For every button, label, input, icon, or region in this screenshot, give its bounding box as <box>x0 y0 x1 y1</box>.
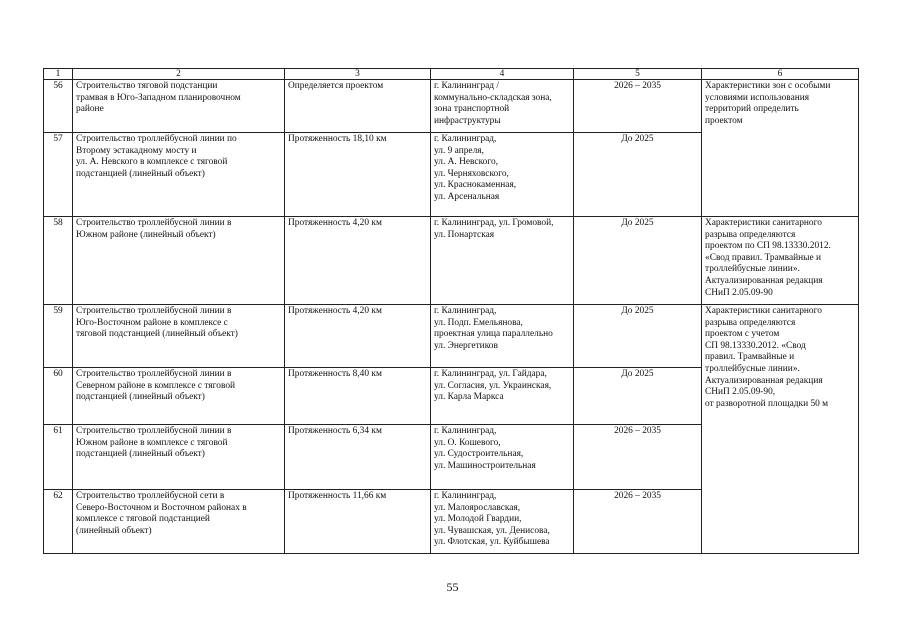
row-number: 61 <box>44 425 73 490</box>
text-line: правил. Трамвайные и <box>705 352 795 363</box>
text-line: ул. Чувашская, ул. Денисова, <box>434 525 550 536</box>
text-line: коммунально-складская зона, <box>434 92 552 103</box>
zone-characteristics-note <box>702 80 859 217</box>
text-line: ул. Согласия, ул. Украинская, <box>434 380 552 391</box>
text-line: проектом по СП 98.13330.2012. <box>705 241 831 252</box>
header-cell: 6 <box>702 69 859 80</box>
text-line: Протяженность 18,10 км <box>288 134 387 144</box>
text-line: г. Калининград / <box>434 81 500 91</box>
text-line: разрыва определяются <box>705 229 796 240</box>
text-line: (линейный объект) <box>76 525 152 536</box>
object-measure <box>285 80 431 133</box>
text-line: ул. Машиностроительная <box>434 460 536 471</box>
text-line: г. Калининград, ул. Гайдара, <box>434 369 547 379</box>
row-number: 59 <box>44 305 73 368</box>
text-line: ул. О. Кошевого, <box>434 437 501 448</box>
text-line: инфраструктуры <box>434 115 501 126</box>
implementation-period: 2026 – 2035 <box>574 80 702 133</box>
text-line: ул. Молодой Гвардии, <box>434 514 522 525</box>
object-measure <box>285 425 431 490</box>
text-line: Строительство троллейбусной линии в <box>76 369 232 379</box>
text-line: «Свод правил. Трамвайные и <box>705 252 821 263</box>
text-line: подстанцией (линейный объект) <box>76 449 205 460</box>
text-line: Строительство троллейбусной линии в <box>76 306 232 316</box>
object-location <box>431 425 574 490</box>
row-number: 60 <box>44 368 73 425</box>
page-number: 55 <box>446 580 459 594</box>
text-line: Строительство троллейбусной линии в <box>76 426 232 436</box>
text-line: проектом <box>705 115 743 126</box>
text-line: Протяженность 4,20 км <box>288 306 382 316</box>
text-line: территорий определить <box>705 104 799 115</box>
text-line: ул. А. Невского, <box>434 157 498 168</box>
sanitary-gap-note <box>702 305 859 554</box>
implementation-period: 2026 – 2035 <box>574 490 702 554</box>
text-line: ул. Судостроительная, <box>434 449 524 460</box>
text-line: зона транспортной <box>434 104 510 115</box>
text-line: Строительство троллейбусной сети в <box>76 491 225 501</box>
header-cell: 2 <box>73 69 285 80</box>
object-name <box>73 490 285 554</box>
text-line: разрыва определяются <box>705 317 796 328</box>
object-name <box>73 368 285 425</box>
text-line: СНиП 2.05.09-90 <box>705 287 773 298</box>
implementation-period: До 2025 <box>574 305 702 368</box>
row-number: 57 <box>44 133 73 217</box>
object-name <box>73 305 285 368</box>
text-line: Актуализированная редакция <box>705 375 823 386</box>
text-line: г. Калининград, <box>434 426 497 436</box>
text-line: Протяженность 4,20 км <box>288 218 382 228</box>
text-line: трамвая в Юго-Западном планировочном <box>76 92 241 103</box>
header-cell: 1 <box>44 69 73 80</box>
row-number: 58 <box>44 217 73 305</box>
object-name <box>73 133 285 217</box>
text-line: Южном районе (линейный объект) <box>76 229 216 240</box>
text-line: от разворотной площадки 50 м <box>705 398 829 409</box>
text-line: Характеристики зон с особыми <box>705 81 831 91</box>
implementation-period: До 2025 <box>574 217 702 305</box>
text-line: Южном районе в комплексе с тяговой <box>76 437 228 448</box>
header-cell: 3 <box>285 69 431 80</box>
table-row <box>44 217 859 305</box>
text-line: ул. Краснокаменная, <box>434 180 517 191</box>
text-line: троллейбусные линии». <box>705 363 800 374</box>
text-line: Юго-Восточном районе в комплексе с <box>76 317 228 328</box>
text-line: ул. Арсенальная <box>434 191 500 202</box>
object-measure <box>285 305 431 368</box>
text-line: Характеристики санитарного <box>705 306 822 316</box>
object-name <box>73 425 285 490</box>
text-line: Протяженность 6,34 км <box>288 426 382 436</box>
header-cell: 4 <box>431 69 574 80</box>
text-line: подстанцией (линейный объект) <box>76 168 205 179</box>
object-location <box>431 217 574 305</box>
object-location <box>431 305 574 368</box>
text-line: Строительство троллейбусной линии в <box>76 218 232 228</box>
text-line: ул. 9 апреля, <box>434 145 484 156</box>
text-line: Характеристики санитарного <box>705 218 822 228</box>
text-line: проектом с учетом <box>705 329 780 340</box>
text-line: ул. Черняховского, <box>434 168 509 179</box>
implementation-period: До 2025 <box>574 368 702 425</box>
text-line: ул. А. Невского в комплексе с тяговой <box>76 157 228 168</box>
header-row <box>44 69 859 80</box>
text-line: Строительство тяговой подстанции <box>76 81 218 91</box>
text-line: ул. Флотская, ул. Куйбышева <box>434 537 550 548</box>
header-cell: 5 <box>574 69 702 80</box>
text-line: г. Калининград, <box>434 491 497 501</box>
text-line: условиями использования <box>705 92 810 103</box>
planning-table <box>43 68 859 554</box>
object-location <box>431 368 574 425</box>
text-line: комплексе с тяговой подстанцией <box>76 514 210 525</box>
text-line: г. Калининград, <box>434 306 497 316</box>
text-line: Северо-Восточном и Восточном районах в <box>76 502 247 513</box>
text-line: проектная улица параллельно <box>434 329 553 340</box>
object-measure <box>285 217 431 305</box>
text-line: г. Калининград, <box>434 134 497 144</box>
object-location <box>431 80 574 133</box>
text-line: троллейбусные линии». <box>705 264 800 275</box>
object-measure <box>285 133 431 217</box>
object-name <box>73 80 285 133</box>
sanitary-gap-note <box>702 217 859 305</box>
table-row <box>44 80 859 133</box>
text-line: г. Калининград, ул. Громовой, <box>434 218 554 228</box>
text-line: Северном районе в комплексе с тяговой <box>76 380 236 391</box>
row-number: 62 <box>44 490 73 554</box>
text-line: Строительство троллейбусной линии по <box>76 134 237 144</box>
implementation-period: До 2025 <box>574 133 702 217</box>
text-line: СП 98.13330.2012. «Свод <box>705 340 806 351</box>
table-row <box>44 305 859 368</box>
text-line: Актуализированная редакция <box>705 275 823 286</box>
object-location <box>431 490 574 554</box>
text-line: Определяется проектом <box>288 81 384 91</box>
text-line: подстанцией (линейный объект) <box>76 392 205 403</box>
text-line: районе <box>76 104 104 115</box>
text-line: ул. Подп. Емельянова, <box>434 317 523 328</box>
text-line: ул. Малоярославская, <box>434 502 521 513</box>
object-location <box>431 133 574 217</box>
text-line: ул. Карла Маркса <box>434 392 504 403</box>
object-name <box>73 217 285 305</box>
row-number: 56 <box>44 80 73 133</box>
object-measure <box>285 490 431 554</box>
text-line: Протяженность 8,40 км <box>288 369 382 379</box>
implementation-period: 2026 – 2035 <box>574 425 702 490</box>
text-line: Второму эстакадному мосту и <box>76 145 197 156</box>
text-line: ул. Понартская <box>434 229 495 240</box>
object-measure <box>285 368 431 425</box>
text-line: тяговой подстанцией (линейный объект) <box>76 329 238 340</box>
text-line: СНиП 2.05.09-90, <box>705 387 776 398</box>
text-line: ул. Энергетиков <box>434 340 498 351</box>
text-line: Протяженность 11,66 км <box>288 491 387 501</box>
